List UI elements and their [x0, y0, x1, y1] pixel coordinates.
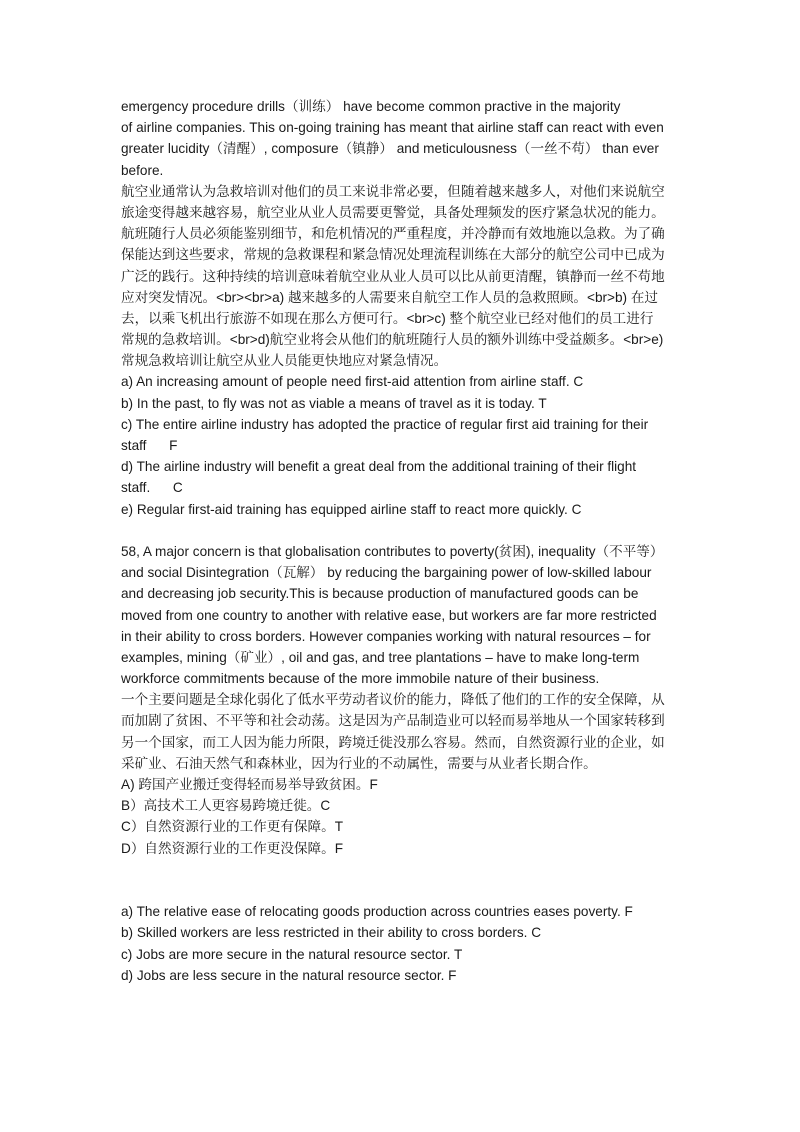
passage-58-english [121, 541, 681, 689]
answer-line: D）自然资源行业的工作更没保障。F [121, 840, 344, 856]
answers-57 [121, 371, 681, 519]
answer-line: d) The airline industry will benefit a great deal from the additional training of their flight [121, 459, 637, 475]
text-line: of airline companies. This on-going training has meant that airline staff can react with even [121, 120, 664, 136]
text-line: greater lucidity（清醒）, composure（镇静） and meticulousness（一丝不苟） than ever [121, 141, 659, 157]
text-line: 航空业通常认为急救培训对他们的员工来说非常必要，但随着越来越多人，对他们来说航空 [121, 183, 665, 199]
text-line: and social Disintegration（瓦解） by reducing the bargaining power of low-skilled labour [121, 565, 652, 581]
answer-line: a) The relative ease of relocating goods production across countries eases poverty. F [121, 904, 633, 920]
answer-line: b) In the past, to fly was not as viable a means of travel as it is today. T [121, 395, 547, 411]
text-line: 采矿业、石油天然气和森林业，因为行业的不动属性，需要与从业者长期合作。 [121, 755, 597, 771]
text-line: and decreasing job security.This is because production of manufactured goods can be [121, 586, 639, 602]
passage-57-chinese [121, 181, 681, 372]
text-line: 58, A major concern is that globalisation contributes to poverty(贫困), inequality（不平等） [121, 543, 664, 559]
text-line: moved from one country to another with relative ease, but workers are far more restricted [121, 607, 657, 623]
text-line: 另一个国家，而工人因为能力所限，跨境迁徙没那么容易。然而，自然资源行业的企业，如 [121, 734, 665, 750]
answer-line: A) 跨国产业搬迁变得轻而易举导致贫困。F [121, 777, 378, 792]
answer-line: d) Jobs are less secure in the natural resource sector. F [121, 967, 457, 983]
answer-line: a) An increasing amount of people need first-aid attention from airline staff. C [121, 374, 584, 390]
text-line: 而加剧了贫困、不平等和社会动荡。这是因为产品制造业可以轻而易举地从一个国家转移到 [121, 713, 665, 729]
text-line: 应对突发情况。<br><br>a) 越来越多的人需要来自航空工作人员的急救照顾。<br>b) 在过 [121, 289, 659, 305]
answer-line: b) Skilled workers are less restricted in their ability to cross borders. C [121, 925, 542, 941]
answer-line: c) Jobs are more secure in the natural resource sector. T [121, 946, 463, 962]
text-line: 常规的急救培训。<br>d)航空业将会从他们的航班随行人员的额外训练中受益颇多。<br>e) [121, 332, 664, 348]
text-line: emergency procedure drills（训练） have become common practive in the majority [121, 99, 621, 114]
text-line: 保能达到这些要求，常规的急救课程和紧急情况处理流程训练在大部分的航空公司中已成为 [121, 247, 665, 263]
text-line: workforce commitments because of the more immobile nature of their business. [121, 671, 600, 687]
text-line: in their ability to cross borders. However companies working with natural resources – for [121, 628, 651, 644]
text-line: 一个主要问题是全球化弱化了低水平劳动者议价的能力，降低了他们的工作的安全保障，从 [121, 692, 665, 708]
answer-line: e) Regular first-aid training has equipped airline staff to react more quickly. C [121, 501, 582, 517]
text-line: 航班随行人员必须能鉴别细节，和危机情况的严重程度，并冷静而有效地施以急救。为了确 [121, 226, 665, 242]
text-line: examples, mining（矿业）, oil and gas, and tree plantations – have to make long-term [121, 649, 640, 665]
spacer [121, 859, 681, 901]
answer-line: C）自然资源行业的工作更有保障。T [121, 819, 344, 835]
text-line: 广泛的践行。这种持续的培训意味着航空业从业人员可以比从前更清醒，镇静而一丝不苟地 [121, 268, 665, 284]
spacer [121, 520, 681, 541]
answers-58-english [121, 901, 681, 986]
answer-line: staff. C [121, 480, 183, 496]
page-content [121, 96, 681, 986]
answer-line: B）高技术工人更容易跨境迁徙。C [121, 798, 331, 814]
passage-57-english [121, 96, 681, 181]
answers-58-chinese [121, 774, 681, 859]
text-line: 去，以乘飞机出行旅游不如现在那么方便可行。<br>c) 整个航空业已经对他们的员工进行 [121, 310, 654, 326]
text-line: 常规急救培训让航空从业人员能更快地应对紧急情况。 [121, 353, 448, 369]
answer-line: staff F [121, 438, 178, 453]
passage-58-chinese [121, 689, 681, 774]
text-line: before. [121, 162, 164, 178]
text-line: 旅途变得越来越容易，航空业从业人员需要更警觉，具备处理频发的医疗紧急状况的能力。 [121, 204, 665, 220]
answer-line: c) The entire airline industry has adopted the practice of regular first aid training for their [121, 416, 649, 432]
